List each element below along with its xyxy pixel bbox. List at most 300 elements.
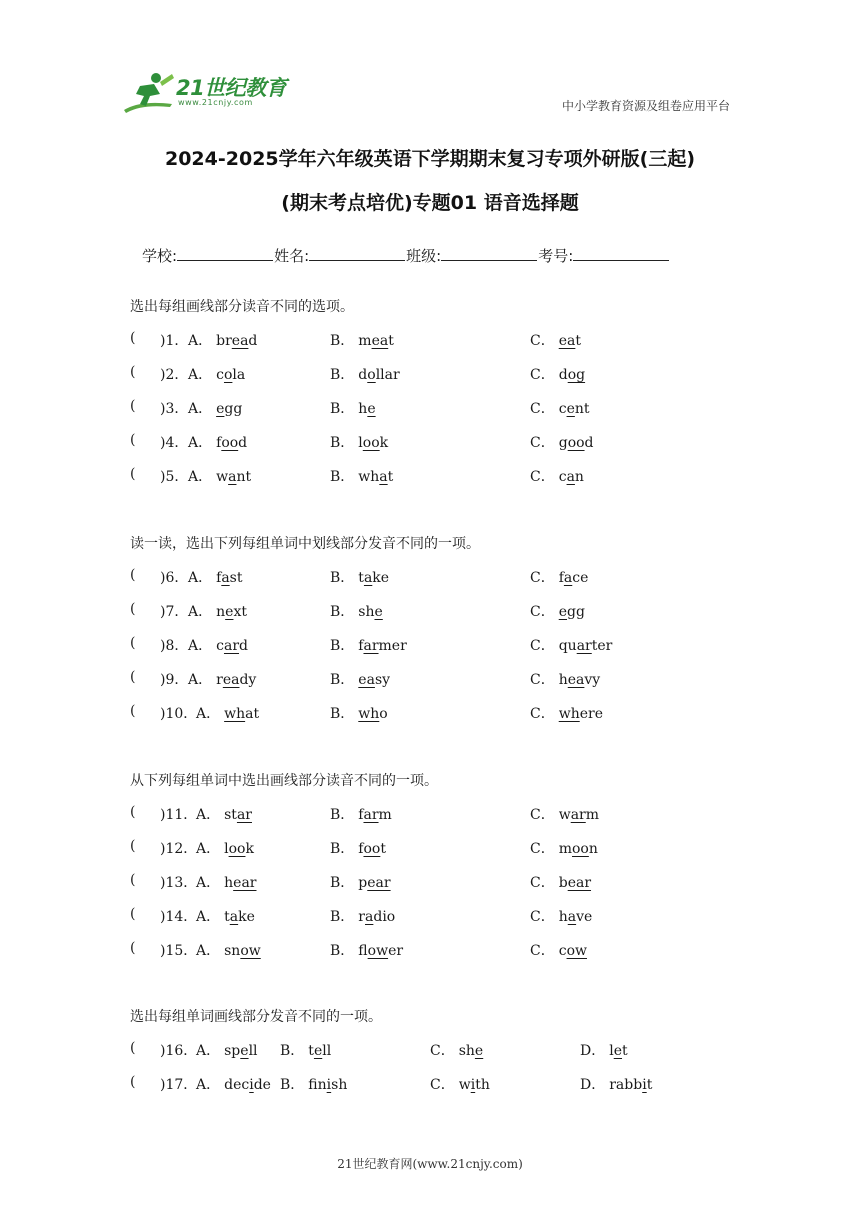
word-prefix: t (224, 909, 230, 925)
question-row (130, 703, 750, 723)
word-prefix: fl (358, 943, 368, 959)
option-b (330, 330, 394, 350)
option-a (188, 635, 248, 655)
word-prefix: b (558, 875, 568, 891)
word-suffix: o (379, 706, 388, 722)
question-number: )14． (160, 909, 198, 925)
option-c (530, 601, 585, 621)
underlined-part: ea (558, 333, 576, 349)
underlined-part: i (470, 1077, 476, 1093)
underlined-part: ea (567, 672, 585, 688)
underlined-part: e (367, 401, 376, 417)
underlined-part: a (566, 469, 575, 485)
word-prefix: h (558, 909, 568, 925)
runner-logo-icon (120, 70, 176, 116)
answer-bracket[interactable]: ( (130, 432, 136, 448)
option-letter: B． (330, 435, 355, 451)
option-letter: B． (330, 943, 355, 959)
word-suffix: sy (374, 672, 391, 688)
answer-bracket[interactable]: ( (130, 398, 136, 414)
option-d (580, 1040, 628, 1060)
option-letter: A． (196, 807, 221, 823)
underlined-part: e (313, 1043, 323, 1059)
question-row (130, 804, 750, 824)
answer-bracket[interactable]: ( (130, 804, 136, 820)
word-prefix: c (216, 638, 224, 654)
word-prefix: f (558, 570, 564, 586)
option-c (530, 364, 585, 384)
underlined-part: ar (236, 807, 252, 823)
question-number: )13． (160, 875, 198, 891)
word-prefix: f (358, 807, 364, 823)
word-prefix: c (558, 401, 567, 417)
option-c (530, 804, 599, 824)
question-number: )17． (160, 1077, 198, 1093)
option-letter: B． (280, 1043, 305, 1059)
underlined-part: a (567, 909, 577, 925)
underlined-part: a (363, 570, 373, 586)
option-letter: B． (330, 807, 355, 823)
option-letter: A． (196, 875, 221, 891)
word-prefix: n (216, 604, 226, 620)
option-b (280, 1074, 347, 1094)
option-b (330, 872, 391, 892)
option-letter: A． (188, 469, 213, 485)
word-suffix: t (575, 333, 581, 349)
underlined-part: e (216, 401, 225, 417)
question-row (130, 601, 750, 621)
underlined-part: o (223, 367, 233, 383)
word-prefix: st (224, 807, 237, 823)
answer-bracket[interactable]: ( (130, 906, 136, 922)
word-suffix: ere (579, 706, 603, 722)
word-suffix: gg (567, 604, 585, 620)
answer-bracket[interactable]: ( (130, 330, 136, 346)
option-b (330, 398, 376, 418)
word-prefix: h (358, 401, 368, 417)
word-prefix: w (558, 807, 571, 823)
underlined-part: a (229, 909, 239, 925)
answer-bracket[interactable]: ( (130, 567, 136, 583)
word-suffix: ve (576, 909, 593, 925)
word-suffix: vy (584, 672, 601, 688)
underlined-part: a (563, 570, 573, 586)
option-letter: C． (530, 401, 555, 417)
option-c (530, 466, 584, 486)
question-row (130, 872, 750, 892)
question-number: )7． (160, 604, 189, 620)
word-prefix: r (216, 672, 223, 688)
word-suffix: n (588, 841, 598, 857)
word-prefix: m (358, 333, 372, 349)
option-letter: B． (330, 367, 355, 383)
word-suffix: t (387, 469, 394, 485)
word-suffix: dio (373, 909, 396, 925)
underlined-part: ow (240, 943, 261, 959)
word-suffix: de (253, 1077, 271, 1093)
word-prefix: f (358, 841, 364, 857)
word-suffix: er (388, 943, 404, 959)
option-letter: A． (196, 1043, 221, 1059)
underlined-part: i (642, 1077, 647, 1093)
option-letter: A． (188, 672, 213, 688)
option-a (188, 601, 247, 621)
underlined-part: e (613, 1043, 623, 1059)
question-number: )1． (160, 333, 189, 349)
option-a (196, 1074, 271, 1094)
underlined-part: oo (362, 435, 380, 451)
option-letter: C． (530, 367, 555, 383)
question-number: )11． (160, 807, 198, 823)
answer-bracket[interactable]: ( (130, 466, 136, 482)
name-blank[interactable] (309, 246, 405, 261)
option-letter: C． (530, 807, 555, 823)
word-prefix: rabb (609, 1077, 643, 1093)
option-b (330, 567, 389, 587)
word-prefix: t (358, 570, 364, 586)
option-c (530, 398, 590, 418)
underlined-part: i (249, 1077, 254, 1093)
answer-bracket[interactable]: ( (130, 601, 136, 617)
word-suffix: t (380, 841, 386, 857)
word-prefix: w (216, 469, 229, 485)
word-suffix: llar (375, 367, 400, 383)
school-field[interactable] (142, 245, 274, 266)
option-letter: B． (330, 401, 355, 417)
site-logo (120, 68, 300, 120)
word-prefix: c (216, 367, 224, 383)
question-row (130, 940, 750, 960)
word-suffix: d (238, 435, 248, 451)
option-a (188, 432, 247, 452)
school-label: 学校: (142, 247, 178, 265)
option-letter: B． (330, 570, 355, 586)
underlined-part: wh (224, 706, 246, 722)
question-number: )8． (160, 638, 189, 654)
exam-number-label: 考号: (538, 247, 574, 265)
option-c (530, 872, 591, 892)
option-b (330, 906, 395, 926)
question-row (130, 906, 750, 926)
question-row (130, 432, 750, 452)
word-prefix: dec (224, 1077, 250, 1093)
option-letter: A． (188, 367, 213, 383)
word-prefix: sn (224, 943, 241, 959)
option-a (196, 1040, 258, 1060)
underlined-part: e (225, 604, 234, 620)
option-c (430, 1074, 490, 1094)
option-letter: B． (330, 909, 355, 925)
option-a (188, 466, 251, 486)
word-prefix: f (216, 570, 222, 586)
underlined-part: ar (576, 638, 592, 654)
option-letter: C． (530, 841, 555, 857)
option-letter: C． (430, 1077, 455, 1093)
exam-number-blank[interactable] (573, 246, 669, 261)
underlined-part: ear (233, 875, 257, 891)
underlined-part: e (474, 1043, 484, 1059)
underlined-part: ea (371, 333, 389, 349)
option-letter: A． (196, 706, 221, 722)
underlined-part: ar (223, 638, 240, 654)
answer-bracket[interactable]: ( (130, 838, 136, 854)
answer-bracket[interactable]: ( (130, 669, 136, 685)
answer-bracket[interactable]: ( (130, 635, 136, 651)
underlined-part: e (558, 604, 568, 620)
option-letter: C． (530, 909, 555, 925)
answer-bracket[interactable]: ( (130, 703, 136, 719)
page-header (0, 0, 860, 130)
answer-bracket[interactable]: ( (130, 940, 136, 956)
word-suffix: k (245, 841, 254, 857)
option-letter: A． (188, 638, 213, 654)
question-row (130, 1074, 750, 1094)
question-row (130, 466, 750, 486)
option-letter: C． (530, 604, 555, 620)
word-prefix: h (224, 875, 234, 891)
option-b (330, 601, 383, 621)
exam-number-field[interactable] (538, 245, 670, 266)
logo-subtext: www.21cnjy.com (178, 98, 253, 107)
option-b (330, 432, 388, 452)
option-b (280, 1040, 331, 1060)
word-prefix: sp (224, 1043, 241, 1059)
option-letter: C． (530, 570, 555, 586)
word-suffix: th (475, 1077, 490, 1093)
word-suffix: ce (572, 570, 589, 586)
name-label: 姓名: (274, 247, 310, 265)
word-prefix: h (558, 672, 568, 688)
option-letter: C． (530, 638, 555, 654)
word-suffix: nt (236, 469, 252, 485)
underlined-part: e (374, 604, 383, 620)
question-row (130, 364, 750, 384)
option-letter: B． (330, 672, 355, 688)
class-field[interactable] (406, 245, 538, 266)
platform-label: 中小学教育资源及组卷应用平台 (561, 99, 730, 113)
underlined-part: o (367, 367, 376, 383)
option-c (530, 635, 612, 655)
word-suffix: ter (591, 638, 613, 654)
option-letter: B． (330, 333, 355, 349)
section-instruction: 读一读，选出下列每组单词中划线部分发音不同的一项。 (130, 536, 480, 552)
word-prefix: t (308, 1043, 314, 1059)
page-footer: 21世纪教育网(www.21cnjy.com) (337, 1157, 523, 1171)
student-info-fields (142, 245, 670, 266)
word-prefix: m (558, 841, 572, 857)
section-instruction: 从下列每组单词中选出画线部分读音不同的一项。 (130, 773, 438, 789)
option-letter: C． (530, 943, 555, 959)
option-letter: B． (330, 638, 355, 654)
underlined-part: oo (363, 841, 381, 857)
option-letter: B． (330, 469, 355, 485)
word-suffix: t (622, 1043, 628, 1059)
word-suffix: n (574, 469, 584, 485)
document-subtitle: (期末考点培优)专题01 语音选择题 (281, 192, 579, 214)
underlined-part: oo (228, 841, 246, 857)
logo-text: 21世纪教育 (176, 76, 287, 100)
option-c (530, 330, 581, 350)
option-c (530, 940, 587, 960)
option-c (530, 703, 603, 723)
word-prefix: sh (358, 604, 375, 620)
word-suffix: d (239, 638, 248, 654)
word-suffix: nt (574, 401, 590, 417)
word-suffix: t (646, 1077, 653, 1093)
underlined-part: wh (558, 706, 580, 722)
option-b (330, 838, 386, 858)
question-number: )3． (160, 401, 189, 417)
option-a (196, 872, 256, 892)
word-prefix: fin (308, 1077, 327, 1093)
word-prefix: r (358, 909, 365, 925)
option-b (330, 703, 388, 723)
option-a (196, 804, 252, 824)
option-letter: A． (196, 943, 221, 959)
option-b (330, 669, 390, 689)
option-c (530, 906, 592, 926)
question-number: )2． (160, 367, 189, 383)
word-suffix: at (245, 706, 260, 722)
underlined-part: a (228, 469, 237, 485)
underlined-part: ar (363, 638, 379, 654)
option-letter: A． (188, 604, 213, 620)
option-letter: A． (188, 333, 213, 349)
school-blank[interactable] (177, 246, 273, 261)
underlined-part: oo (221, 435, 239, 451)
question-number: )15． (160, 943, 198, 959)
section-instruction: 选出每组单词画线部分发音不同的一项。 (130, 1009, 382, 1025)
underlined-part: ea (222, 672, 240, 688)
word-prefix: p (358, 875, 368, 891)
underlined-part: oo (567, 435, 585, 451)
question-number: )9． (160, 672, 189, 688)
word-prefix: f (358, 638, 364, 654)
option-b (330, 940, 403, 960)
word-prefix: f (216, 435, 222, 451)
word-prefix: wh (358, 469, 380, 485)
question-number: )16． (160, 1043, 198, 1059)
option-b (330, 364, 400, 384)
underlined-part: ea (358, 672, 375, 688)
word-suffix: ke (372, 570, 390, 586)
option-letter: B． (330, 875, 355, 891)
answer-bracket[interactable]: ( (130, 1074, 136, 1090)
word-prefix: c (558, 469, 567, 485)
word-suffix: ll (322, 1043, 332, 1059)
word-prefix: d (558, 367, 568, 383)
question-row (130, 398, 750, 418)
underlined-part: ear (567, 875, 592, 891)
underlined-part: ar (570, 807, 586, 823)
option-a (188, 364, 245, 384)
answer-bracket[interactable]: ( (130, 364, 136, 380)
option-a (196, 906, 255, 926)
option-letter: A． (196, 909, 221, 925)
word-prefix: l (358, 435, 363, 451)
option-c (530, 669, 600, 689)
word-suffix: dy (239, 672, 257, 688)
option-letter: A． (196, 1077, 221, 1093)
word-suffix: sh (331, 1077, 348, 1093)
answer-bracket[interactable]: ( (130, 1040, 136, 1056)
option-letter: B． (330, 706, 355, 722)
question-row (130, 635, 750, 655)
option-c (530, 432, 594, 452)
word-prefix: d (358, 367, 368, 383)
word-suffix: d (584, 435, 594, 451)
underlined-part: e (240, 1043, 249, 1059)
word-prefix: qu (558, 638, 577, 654)
option-d (580, 1074, 652, 1094)
word-prefix: l (609, 1043, 614, 1059)
word-suffix: mer (378, 638, 407, 654)
option-a (196, 940, 261, 960)
option-a (196, 703, 259, 723)
question-row (130, 838, 750, 858)
underlined-part: og (567, 367, 586, 383)
question-number: )5． (160, 469, 189, 485)
option-a (188, 669, 256, 689)
class-blank[interactable] (441, 246, 537, 261)
question-number: )10． (160, 706, 198, 722)
option-c (430, 1040, 483, 1060)
option-letter: A． (188, 401, 213, 417)
option-letter: A． (188, 570, 213, 586)
option-a (188, 398, 242, 418)
option-letter: C． (430, 1043, 455, 1059)
word-suffix: t (388, 333, 394, 349)
underlined-part: a (221, 570, 230, 586)
underlined-part: wh (358, 706, 380, 722)
option-b (330, 804, 392, 824)
option-letter: C． (530, 875, 555, 891)
word-prefix: c (558, 943, 567, 959)
option-letter: A． (196, 841, 221, 857)
option-letter: B． (330, 604, 355, 620)
question-row (130, 669, 750, 689)
question-number: )6． (160, 570, 189, 586)
word-prefix: g (558, 435, 568, 451)
word-prefix: l (224, 841, 229, 857)
option-a (188, 330, 257, 350)
underlined-part: ear (367, 875, 391, 891)
underlined-part: a (365, 909, 374, 925)
underlined-part: ar (363, 807, 379, 823)
option-letter: C． (530, 672, 555, 688)
question-row (130, 567, 750, 587)
underlined-part: ea (231, 333, 249, 349)
option-letter: C． (530, 333, 555, 349)
document-title: 2024-2025学年六年级英语下学期期末复习专项外研版(三起) (164, 148, 696, 170)
word-suffix: la (232, 367, 246, 383)
name-field[interactable] (274, 245, 406, 266)
word-suffix: d (248, 333, 258, 349)
underlined-part: ow (367, 943, 389, 959)
section-instruction: 选出每组画线部分读音不同的选项。 (130, 299, 354, 315)
underlined-part: oo (572, 841, 589, 857)
option-letter: C． (530, 435, 555, 451)
option-c (530, 838, 598, 858)
word-prefix: w (458, 1077, 471, 1093)
answer-bracket[interactable]: ( (130, 872, 136, 888)
option-letter: D． (580, 1077, 606, 1093)
word-prefix: sh (458, 1043, 475, 1059)
class-label: 班级: (406, 247, 442, 265)
word-suffix: ke (238, 909, 255, 925)
question-row (130, 330, 750, 350)
option-b (330, 466, 393, 486)
